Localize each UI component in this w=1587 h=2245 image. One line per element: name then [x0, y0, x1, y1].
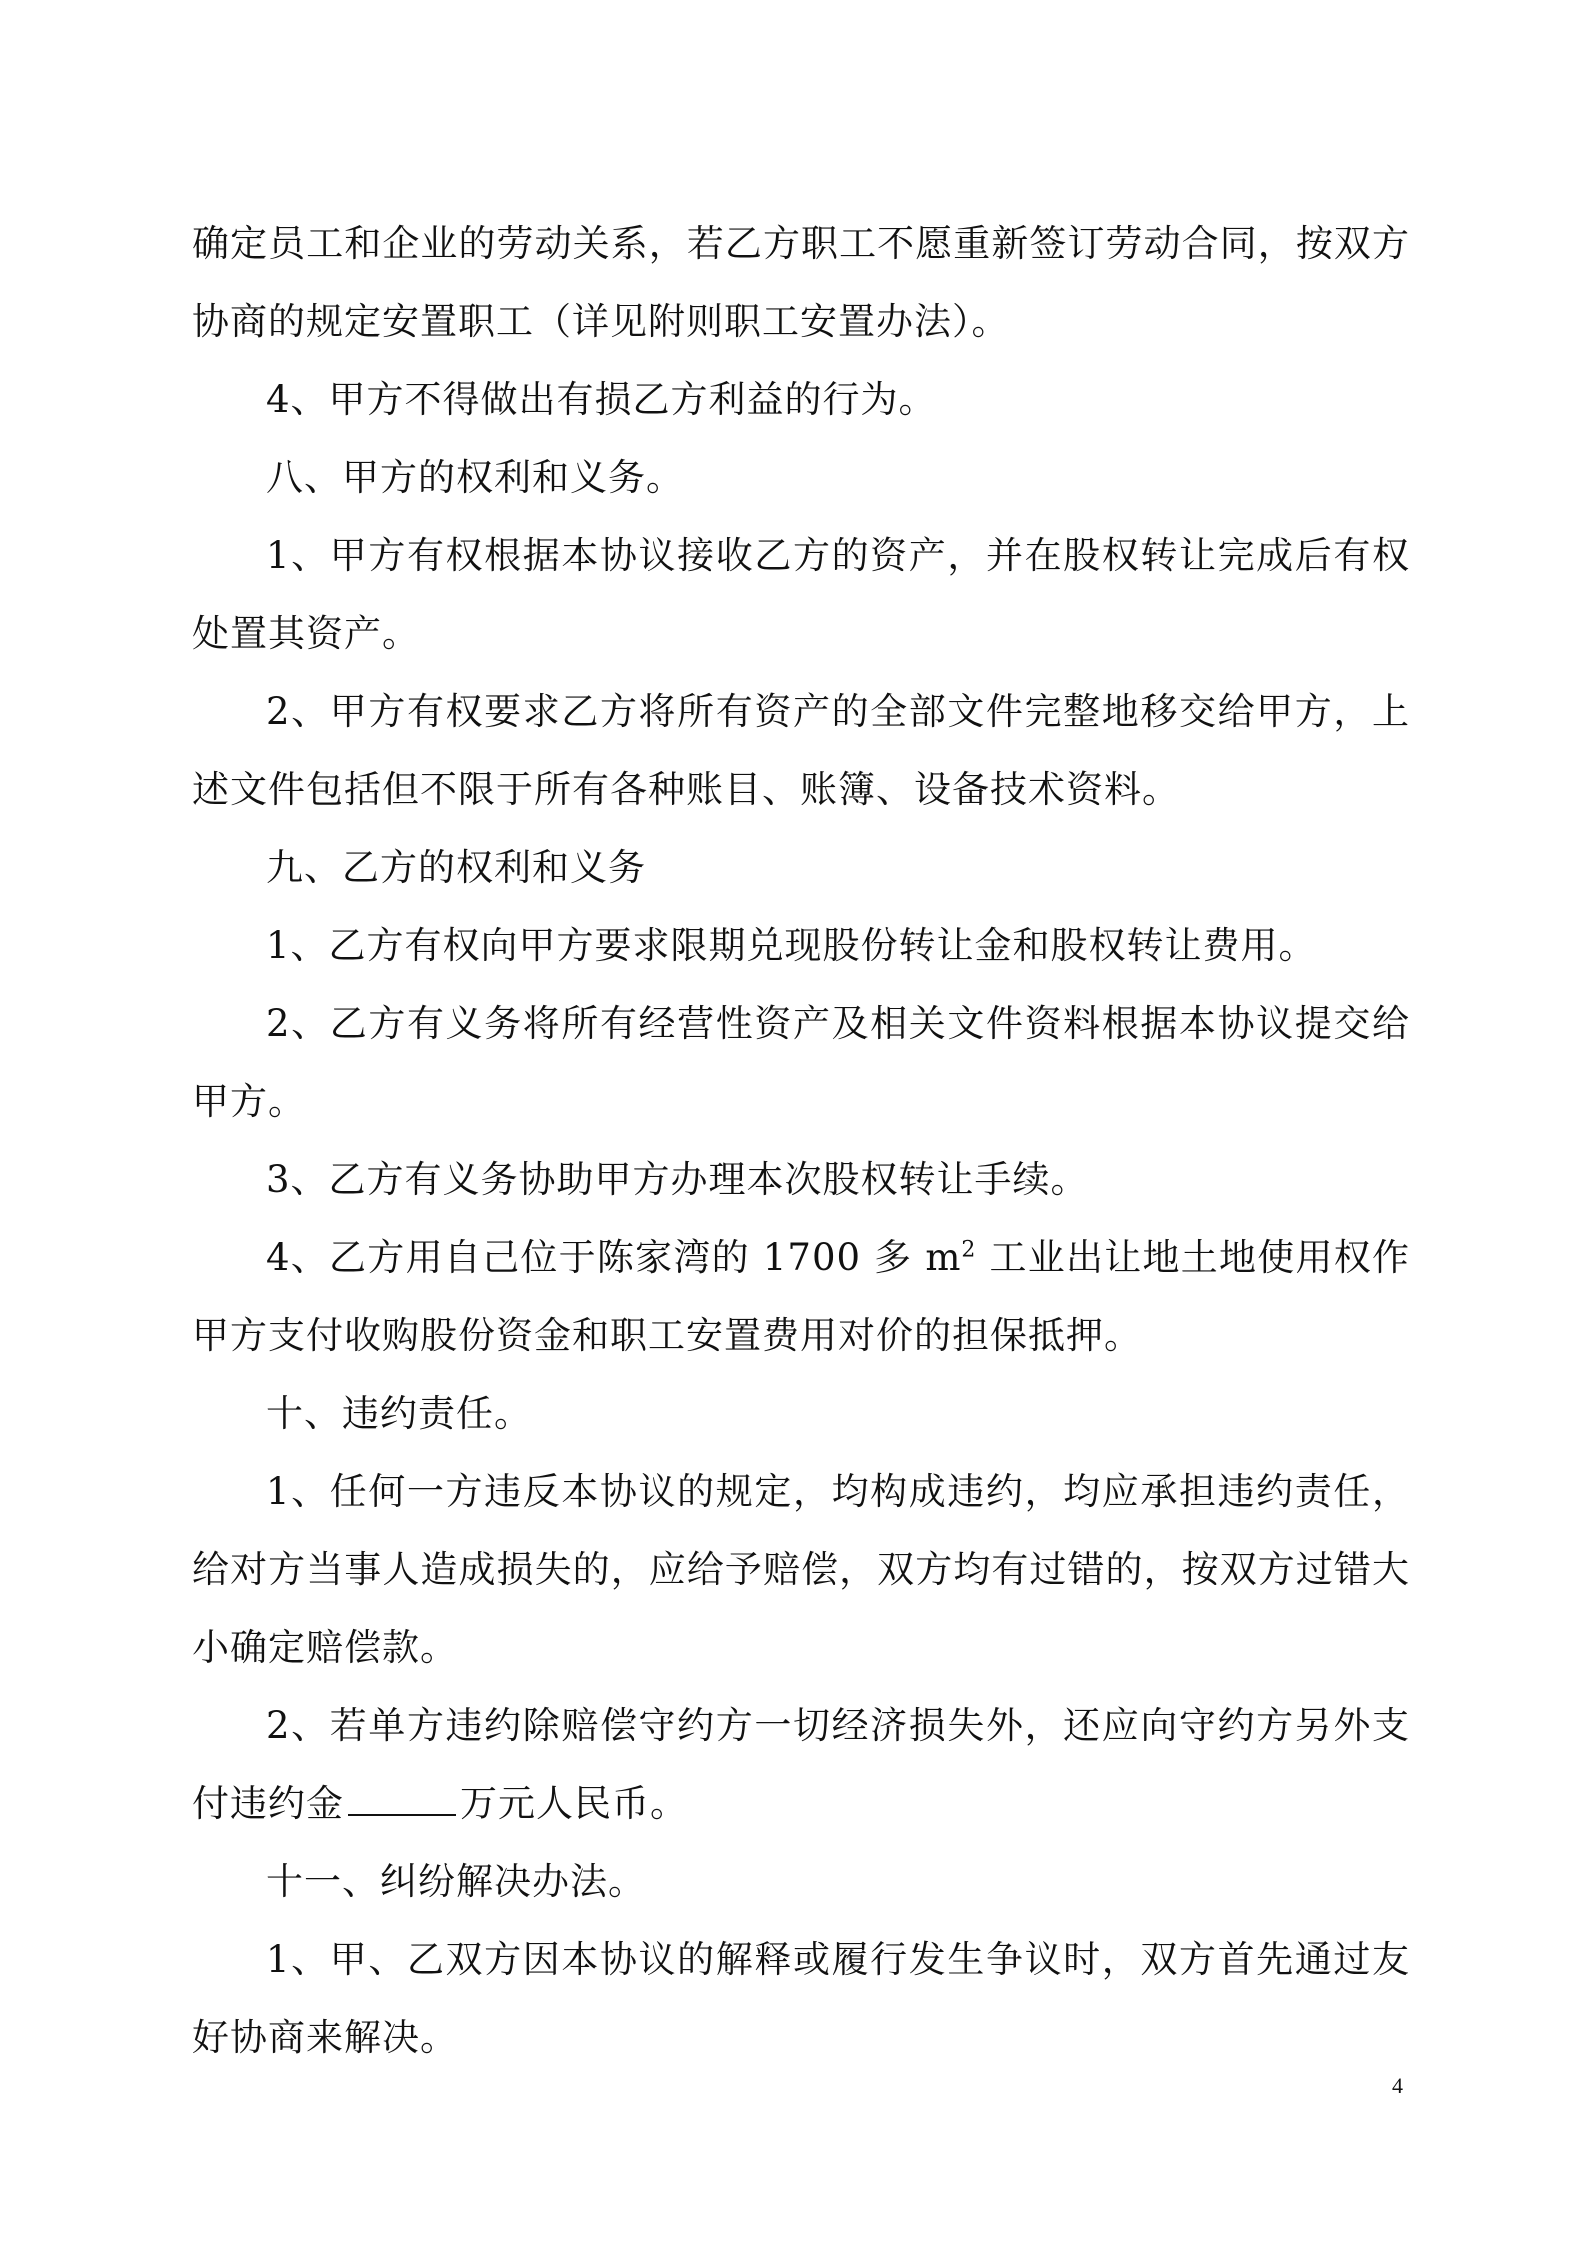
paragraph: 4、甲方不得做出有损乙方利益的行为。 [266, 378, 937, 421]
paragraph-text: 万元人民币。 [460, 1782, 688, 1825]
paragraph-text: 4、乙方用自己位于陈家湾的 1700 多 m [266, 1236, 962, 1279]
paragraph-text: 工业出让地土地使用权作甲方支付收购股份资金和职工安置费用对价的担保抵押。 [192, 1236, 1410, 1357]
paragraph: 1、乙方有权向甲方要求限期兑现股份转让金和股权转让费用。 [266, 924, 1317, 967]
page-number: 4 [1392, 2073, 1403, 2098]
section-heading: 九、乙方的权利和义务 [266, 846, 646, 889]
section-heading: 十、违约责任。 [266, 1392, 532, 1435]
section-heading: 十一、纠纷解决办法。 [266, 1860, 646, 1903]
paragraph: 确定员工和企业的劳动关系，若乙方职工不愿重新签订劳动合同，按双方协商的规定安置职工（详见附则职工安置办法）。 [192, 222, 1410, 343]
paragraph-text: 2、若单方违约除赔偿守约方一切经济损失外，还应向守约方另外支付违约金 [192, 1704, 1410, 1825]
paragraph: 1、任何一方违反本协议的规定，均构成违约，均应承担违约责任，给对方当事人造成损失的，应给予赔偿，双方均有过错的，按双方过错大小确定赔偿款。 [192, 1470, 1410, 1669]
document-body [192, 205, 1410, 2077]
fill-in-blank [348, 1784, 456, 1816]
section-heading: 八、甲方的权利和义务。 [266, 456, 684, 499]
paragraph: 3、乙方有义务协助甲方办理本次股权转让手续。 [266, 1158, 1089, 1201]
paragraph [192, 1219, 1410, 1375]
superscript: 2 [961, 1237, 977, 1263]
paragraph [192, 1687, 1410, 1843]
paragraph: 2、甲方有权要求乙方将所有资产的全部文件完整地移交给甲方，上述文件包括但不限于所有各种账目、账簿、设备技术资料。 [192, 690, 1410, 811]
paragraph: 1、甲方有权根据本协议接收乙方的资产，并在股权转让完成后有权处置其资产。 [192, 534, 1410, 655]
paragraph: 2、乙方有义务将所有经营性资产及相关文件资料根据本协议提交给甲方。 [192, 1002, 1410, 1123]
paragraph: 1、甲、乙双方因本协议的解释或履行发生争议时，双方首先通过友好协商来解决。 [192, 1938, 1410, 2059]
